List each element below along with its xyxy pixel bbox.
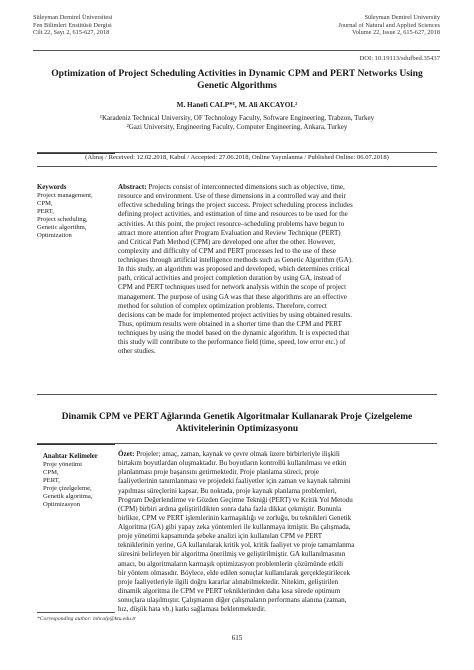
keyword-tr: Optimizasyon [43, 501, 80, 508]
abstract-line: CPM and PERT techniques used for network analysis within the scope of project [118, 283, 347, 292]
affiliation-2: ²Gazi University, Engineering Faculty, Computer Engineering, Ankara, Turkey [126, 123, 348, 131]
keywords-label: Keywords [37, 184, 67, 191]
header-divider [33, 50, 440, 51]
keywords-tr [43, 453, 115, 509]
header-tr-line: Fen Bilimleri Enstitüsü Dergisi [33, 21, 112, 29]
keyword: CPM, [37, 200, 53, 207]
abstract-tr-line: birlikte, CPM ve PERT işlemlerinin karmaşıklığı ve zorluğu, bu teknikleri Genetik [118, 513, 352, 522]
abstract-tr-line: hız, düşük hata vb.) katkı sağlaması beklenmektedir. [118, 605, 266, 614]
keyword: PERT, [37, 208, 54, 215]
dates-bottom-rule [37, 166, 437, 167]
page-number: 615 [231, 634, 243, 642]
abstract-tr-line: süresini belirleyen bir algoritma önerilmiş ve geliştirilmiştir. GA kullanılmasının [118, 550, 346, 559]
abstract-line: decisions can be made for implemented project activities by using obtained results. [118, 310, 353, 319]
keyword-tr: CPM, [43, 469, 59, 476]
abstract-line: other studies. [118, 347, 156, 356]
keyword: Optimization [37, 232, 72, 239]
keyword-tr: Proje yönetimi [43, 461, 83, 468]
keyword: Project scheduling, [37, 216, 88, 223]
tr-top-rule-left [37, 444, 115, 445]
keyword: Genetic algorithm, [37, 224, 87, 231]
authors: M. Hanefi CALP*¹, M. Ali AKCAYOL² [176, 101, 298, 109]
abstract-tr-line: dinamik algoritma ile CPM ve PERT tekniklerinden daha kısa sürede optimum [118, 586, 341, 595]
abstract-tr-line: yapılması süreçlerini kapsar. Bu noktada, proje kaynak planlama problemleri, [118, 486, 337, 495]
abstract-line: In this study, an algorithm was proposed and developed, which determines critical [118, 265, 350, 274]
abstract-line: techniques by using the model based on the dynamic algorithm. It is expected that [118, 329, 350, 337]
header-en-line: Volume 22, Issue 2, 615-627, 2018 [351, 29, 440, 37]
journal-header-en [338, 14, 440, 37]
affiliations [40, 114, 434, 132]
abstract-line: Thus, optimum results were obtained in a shorter time than the CPM and PERT [118, 319, 342, 328]
abstract-tr [118, 450, 437, 614]
journal-header-tr [33, 14, 112, 37]
abstract-line: resource and environment. Use of these dimensions in a controlled way and their [118, 192, 346, 201]
keyword-tr: Proje çizelgeleme, [43, 485, 92, 492]
abstract-line: techniques through artificial intelligence methods such as Genetic Algorithm (GA). [118, 256, 353, 264]
abstract-tr-line: planlanması proje başarısını getirmektedir. Proje planlama süreci, proje [118, 468, 319, 477]
header-tr-line: Süleyman Demirel Üniversitesi [33, 14, 113, 21]
abstract-tr-line: Özet: Projeler; amaç, zaman, kaynak ve çevre olmak üzere birbirleriyle ilişkili [118, 450, 340, 458]
abstract-line: effective scheduling brings the project success. Project scheduling process includes [118, 201, 353, 210]
abstract-tr-line: Algoritma (GA) gibi yapay zeka yöntemleri ile kullanmaya itmiştir. Bu çalışmada, [118, 523, 351, 531]
abstract-line: this study will contribute to the performance field (time, speed, low error etc.) of [118, 338, 346, 347]
abstract-tr-line: proje faaliyetleriyle ilgili doğru kararlar alınabilmektedir. Nitekim, geliştirilen [118, 577, 339, 586]
abstract-line: attract more attention after Program Evaluation and Review Technique (PERT) [118, 228, 341, 237]
abstract-tr-line: tekniklerinin yerine, GA kullanılarak kritik yol, kritik faaliyet ve proje tamamlanma [118, 541, 355, 550]
section-divider [37, 394, 437, 395]
abstract-line: complexity and difficulty of CPM and PERT processes led to the use of these [118, 246, 336, 255]
corresponding-author-footnote: *Corresponding author: mhcalp@ktu.edu.tr [37, 616, 137, 622]
keyword-tr: Genetik algoritma, [43, 493, 93, 500]
header-en-line: Journal of Natural and Applied Sciences [338, 21, 440, 29]
abstract-line: and Critical Path Method (CPM) are developed one after the other. However, [118, 237, 336, 246]
abstract-tr-line: birtakım boyutlardan oluşmaktadır. Bu boyutların kontrollü kullanılması ve etkin [118, 459, 347, 468]
abstract-line: management. The purpose of using GA was that these algorithms are an effective [118, 292, 347, 301]
header-tr-line: Cilt 22, Sayı 2, 615-627, 2018 [33, 29, 110, 37]
abstract-tr-label: Özet: [118, 450, 135, 458]
affiliation-1: ¹Karadeniz Technical University, OF Technology Faculty, Software Engineering, Trabzon, Turkey [99, 114, 375, 122]
abstract-line: path, critical activities and project completion duration by using GA, instead of [118, 274, 342, 283]
abstract-label: Abstract: [118, 183, 147, 191]
header-en-line: Süleyman Demirel University [364, 14, 440, 21]
abstract-en [118, 183, 437, 356]
keywords-en [37, 184, 109, 240]
publication-dates: (Alınış / Received: 12.02.2018, Kabul / Accepted: 27.06.2018, Online Yayınlanma / Published Online: 06.07.2018) [85, 154, 389, 161]
doi: DOI: 10.19113/sdufbed.35437 [359, 55, 440, 62]
abstract-tr-line: sonuçlara ulaşılmıştır. Çalışmanın diğer çalışmaların performans alanına (zaman, [118, 596, 347, 604]
paper-title-tr: Dinamik CPM ve PERT Ağlarında Genetik Algoritmalar Kullanarak Proje Çizelgeleme Aktivitelerinin Optimizasyonu [61, 412, 413, 434]
abstract-tr-line: bir yöntem olmasıdır. Böylece, elde edilen sonuçlar kullanılarak gerçekleştirilecek [118, 568, 351, 577]
paper-title: Optimization of Project Scheduling Activities in Dynamic CPM and PERT Networks Using Genetic Algorithms [51, 68, 423, 91]
abstract-tr-line: faaliyetlerinin tanımlanması ve projedeki faaliyetler için zaman ve kaynak tahmini [118, 477, 351, 486]
abstract-line: activities. At this point, the project resource–scheduling problems have begun to [118, 219, 345, 228]
keyword: Project management, [37, 192, 93, 199]
keyword-tr: PERT, [43, 477, 60, 484]
footnote-rule [37, 612, 115, 613]
abstract-tr-line: (CPM) birbiri ardına geliştirildikten sonra daha fazla dikkat çekmiştir. Bununla [118, 504, 342, 513]
abstract-line: Abstract: Projects consist of interconnected dimensions such as objective, time, [118, 183, 345, 191]
abstract-line: method for solution of complex optimization problems. Therefore, correct [118, 301, 327, 310]
abstract-tr-line: amacı, bu algoritmaların karmaşık optimizasyon problemlerin çözümünde etkili [118, 559, 344, 568]
keywords-tr-label: Anahtar Kelimeler [43, 453, 98, 460]
dates-top-rule-left [37, 153, 115, 154]
abstract-line: defining project activities, and estimation of time and resources to be used for the [118, 210, 348, 219]
abstract-tr-line: Program Değerlendirme ve Gözden Geçirme Tekniği (PERT) ve Kritik Yol Metodu [118, 495, 353, 504]
abstract-tr-line: proje yönetimi kapsamında şebeke analizi için kullanılan CPM ve PERT [118, 532, 323, 541]
